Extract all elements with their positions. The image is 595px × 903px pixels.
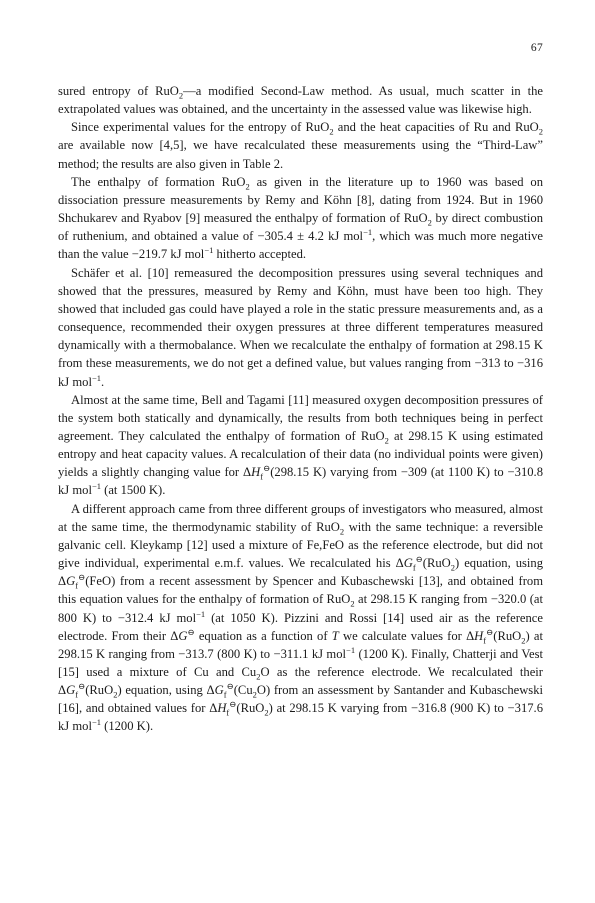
paragraph-6: A different approach came from three different groups of investigators who measured, almost at the same time, the thermodynamic stability of RuO$_2$ with the same technique: a reversible galvanic cell. Kleykamp [12] used a mixture of Fe,FeO as the reference electrode, but did not give individual, experimental e.m.f. values. We recalculated his $\Delta G_f^⊖(RuO_2)$ equation, using $\Delta G_f^⊖(FeO)$ from a recent assessment by Spencer and Kubaschewski [13], and obtained from this equation values for the enthalpy of formation of RuO$_2$ at 298.15 K ranging from −320.0 (at 800 K) to −312.4 kJ mol$^{-1}$ (at 1050 K). Pizzini and Rossi [14] used air as the reference electrode. From their ΔG⊖ equation as a function of T we calculate values for $\Delta H_f^⊖(RuO_2)$ at 298.15 K ranging from −313.7 (800 K) to −311.1 kJ mol$^{-1}$ (1200 K). Finally, Chatterji and Vest [15] used a mixture of Cu and $Cu_2O$ as the reference electrode. We recalculated their $\Delta G_f^⊖(RuO_2)$ equation, using $\Delta G_f^⊖(Cu_2O)$ from an assessment by Santander and Kubaschewski [16], and obtained values for $\Delta H_f^⊖(RuO_2)$ at 298.15 K varying from −316.8 (900 K) to −317.6 kJ mol$^{-1}$ (1200 K). <box>58 501 544 734</box>
page-number: 67 <box>530 42 543 54</box>
paragraph-5: Almost at the same time, Bell and Tagami [11] measured oxygen decomposition pressures of the system both statically and dynamically, the results from both techniques being in perfect agreement. They calculated the enthalpy of formation of RuO$_2$ at 298.15 K using estimated entropy and heat capacity values. A recalculation of their data (no individual points were given) yields a slightly changing value for $\Delta H_f^⊖(298.15$ K) varying from −309 (at 1100 K) to −310.8 kJ mol$^{-1}$ (at 1500 K). <box>58 392 543 498</box>
paragraph-2: Since experimental values for the entropy of RuO$_2$ and the heat capacities of Ru and RuO$_2$ are available now [4,5], we have recalculated these measurements using the “Third-Law” method; the results are also given in Table 2. <box>58 120 543 171</box>
paragraph-4: Schäfer et al. [10] remeasured the decomposition pressures using several techniques and showed that the pressures, measured by Remy and Köhn, must have been too high. They showed that included gas could have played a role in the static pressure measurements and, as a consequence, recommended their oxygen pressures at three different temperatures measured dynamically with a thermobalance. When we recalculate the enthalpy of formation at 298.15 K from these measurements, we do not get a defined value, but values ranging from −313 to −316 kJ mol$^{-1}$. <box>58 265 543 389</box>
paragraph-3: The enthalpy of formation RuO$_2$ as given in the literature up to 1960 was based on dissociation pressure measurements by Remy and Köhn [8], dating from 1924. But in 1960 Shchukarev and Ryabov [9] measured the enthalpy of formation of RuO$_2$ by direct combustion of ruthenium, and obtained a value of −305.4 ± 4.2 kJ mol$^{-1}$, which was much more negative than the value −219.7 kJ mol$^{-1}$ hitherto accepted. <box>58 174 544 262</box>
body-text <box>58 82 543 736</box>
document-page <box>58 0 543 903</box>
paragraph-1: sured entropy of RuO$_2$—a modified Second-Law method. As usual, much scatter in the extrapolated values was obtained, and the uncertainty in the assessed value was likewise high. <box>58 84 543 117</box>
